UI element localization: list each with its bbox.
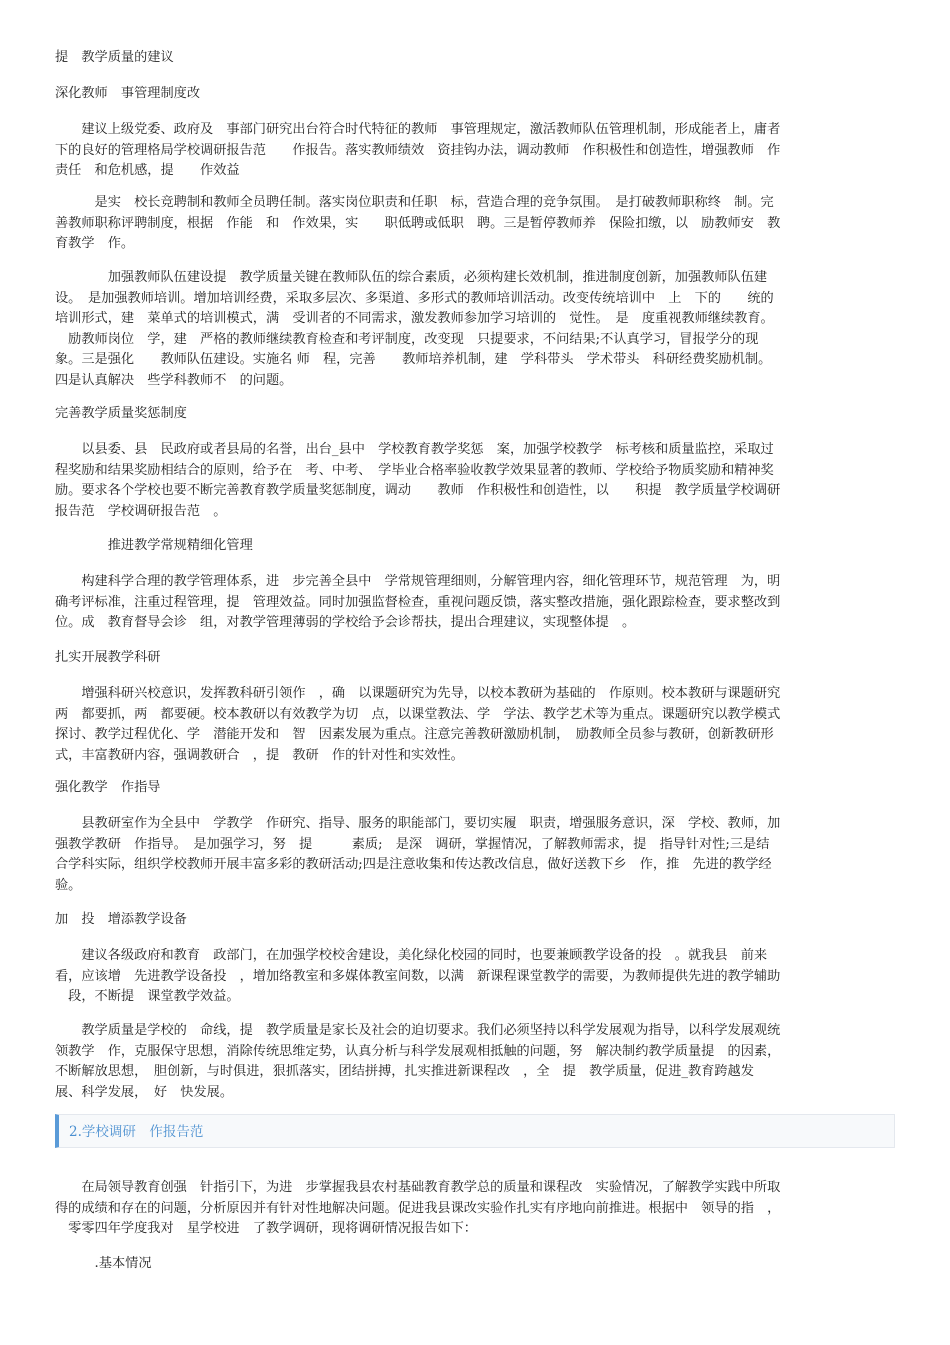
text-line: 合学科实际，组织学校教师开展丰富多彩的教研活动;四是注意收集和传达教改信息，做好送教下乡 作，推 先进的教学经: [55, 857, 772, 872]
text-line: 零零四年学度我对 星学校进 了教学调研，现将调研情况报告如下：: [55, 1221, 477, 1236]
subheading-work-guidance: 强化教学 作指导: [55, 780, 161, 795]
text-line: 程奖励和结果奖励相结合的原则，给予在 考、中考、 学毕业合格率验收教学效果显著的教师、学校给予物质奖励和精神奖: [55, 462, 774, 478]
text-line: 励。要求各个学校也要不断完善教育教学质量奖惩制度，调动 教师 作积极性和创造性，以 积提 教学质量学校调研: [55, 483, 781, 498]
text-line: 教学质量是学校的 命线，提 教学质量是家长及社会的迫切要求。我们必须坚持以科学发展观为指导，以科学发展观统: [55, 1023, 781, 1038]
text-line: 设。 是加强教师培训。增加培训经费，采取多层次、多渠道、多形式的教师培训活动。改变传统培训中 上 下的 统的: [55, 290, 774, 306]
text-line: 式，丰富教研内容，强调教研合 ，提 教研 作的针对性和实效性。: [55, 747, 464, 763]
subheading-equipment: 加 投 增添教学设备: [55, 912, 187, 927]
text-line: 位。成 教育督导会诊 组，对教学管理薄弱的学校给予会诊帮扶，提出合理建议，实现整体提 。: [55, 615, 636, 630]
text-line: 展、科学发展， 好 快发展。: [55, 1084, 234, 1100]
text-line: 在局领导教育创强 针指引下，为进 步掌握我县农村基础教育教学总的质量和课程改 实验情况，了解教学实践中所取: [55, 1180, 781, 1195]
paragraph-research-awareness: [55, 684, 900, 766]
section-title: 提 教学质量的建议: [55, 50, 174, 65]
subheading-basic-situation: .基本情况: [55, 1256, 152, 1271]
text-line: 责任 和危机感，提 作效益: [55, 163, 240, 178]
text-line: 两 都要抓，两 都要硬。校本教研以有效教学为切 点，以课堂教法、学 学法、教学艺术等为重点。课题研究以教学模式: [55, 706, 781, 722]
paragraph-survey-intro: [55, 1178, 900, 1240]
text-line: 探讨、教学过程优化、学 潜能开发和 智 因素发展为重点。注意完善教研激励机制， 励教师全员参与教研，创新教研形: [55, 727, 774, 742]
paragraph-equipment-investment: [55, 946, 900, 1008]
text-line: 育教学 作。: [55, 236, 135, 251]
text-line: 领教学 作，克服保守思想，消除传统思维定势，认真分析与科学发展观相抵触的问题，努 解决制约教学质量提 的因素，: [55, 1043, 781, 1059]
text-line: 县教研室作为全县中 学教学 作研究、指导、服务的职能部门，要切实履 职责，增强服务意识，深 学校、教师，加: [55, 816, 781, 831]
paragraph-reward-policy: [55, 440, 900, 522]
text-line: 善教师职称评聘制度，根据 作能 和 作效果，实 职低聘或低职 聘。三是暂停教师养 保险扣缴，以 励教师安 教: [55, 215, 781, 231]
text-line: 加强教师队伍建设提 教学质量关键在教师队伍的综合素质，必须构建长效机制，推进制度创新，加强教师队伍建: [55, 270, 768, 285]
subheading-routine-management: 推进教学常规精细化管理: [55, 538, 253, 553]
text-line: 验。: [55, 877, 82, 893]
paragraph-personnel-suggestion: [55, 120, 900, 182]
text-line: 建议各级政府和教育 政部门，在加强学校校舍建设，美化绿化校园的同时，也要兼顾教学设备的投 。就我县 前来: [55, 948, 768, 963]
subheading-personnel-reform: 深化教师 事管理制度改: [55, 86, 201, 101]
section-heading-bar: [55, 1114, 895, 1148]
text-line: 报告范 学校调研报告范 。: [55, 503, 227, 519]
paragraph-management-system: [55, 572, 900, 634]
text-line: 增强科研兴校意识，发挥教科研引领作 ，确 以课题研究为先导，以校本教研为基础的 作原则。校本教研与课题研究: [55, 686, 781, 701]
text-line: 下的良好的管理格局学校调研报告范 作报告。落实教师绩效 资挂钩办法，调动教师 作积极性和创造性，增强教师 作: [55, 142, 781, 158]
paragraph-research-office: [55, 814, 900, 896]
text-line: 得的成绩和存在的问题，分析原因并有针对性地解决问题。促进我县课改实验作扎实有序地向前推进。根据中 领导的指 ，: [55, 1200, 781, 1216]
text-line: 培训形式，建 菜单式的培训模式，满 受训者的不同需求，激发教师参加学习培训的 觉性。 是 度重视教师继续教育。: [55, 311, 774, 326]
subheading-teaching-research: 扎实开展教学科研: [55, 650, 161, 665]
paragraph-conclusion: [55, 1021, 900, 1103]
text-line: 励教师岗位 学，建 严格的教师继续教育检查和考评制度，改变现 只提要求，不问结果;不认真学习，冒报学分的现: [55, 331, 759, 347]
subheading-reward-system: 完善教学质量奖惩制度: [55, 406, 187, 421]
text-line: 是实 校长竞聘制和教师全员聘任制。落实岗位职责和任职 标，营造合理的竞争氛围。 是打破教师职称终 制。完: [55, 195, 774, 210]
text-line: 构建科学合理的教学管理体系，进 步完善全县中 学常规管理细则，分解管理内容，细化管理环节，规范管理 为，明: [55, 574, 781, 589]
text-line: 看，应该增 先进教学设备投 ，增加络教室和多媒体教室间数，以满 新课程课堂教学的需要，为教师提供先进的教学辅助: [55, 968, 781, 984]
text-line: 强教学教研 作指导。 是加强学习，努 提 素质; 是深 调研，掌握情况，了解教师需求，提 指导针对性;三是结: [55, 836, 770, 852]
section-heading: 2.学校调研 作报告范: [69, 1124, 204, 1140]
text-line: 段，不断提 课堂教学效益。: [55, 989, 240, 1004]
text-line: 象。三是强化 教师队伍建设。实施名 师 程，完善 教师培养机制，建 学科带头 学术带头 科研经费奖励机制。: [55, 352, 772, 367]
paragraph-appointment-system: [55, 193, 900, 255]
text-line: 四是认真解决 些学科教师不 的问题。: [55, 372, 293, 388]
paragraph-teacher-team: [55, 268, 900, 391]
text-line: 不断解放思想， 胆创新，与时俱进，狠抓落实，团结拼搏，扎实推进新课程改 ，全 提 教学质量，促进_教育跨越发: [55, 1064, 754, 1079]
text-line: 以县委、县 民政府或者县局的名誉，出台_县中 学校教育教学奖惩 案，加强学校教学 标考核和质量监控，采取过: [55, 442, 774, 457]
text-line: 建议上级党委、政府及 事部门研究出台符合时代特征的教师 事管理规定，激活教师队伍管理机制，形成能者上，庸者: [55, 122, 781, 137]
text-line: 确考评标准，注重过程管理，提 管理效益。同时加强监督检查，重视问题反馈，落实整改措施，强化跟踪检查，要求整改到: [55, 594, 781, 610]
